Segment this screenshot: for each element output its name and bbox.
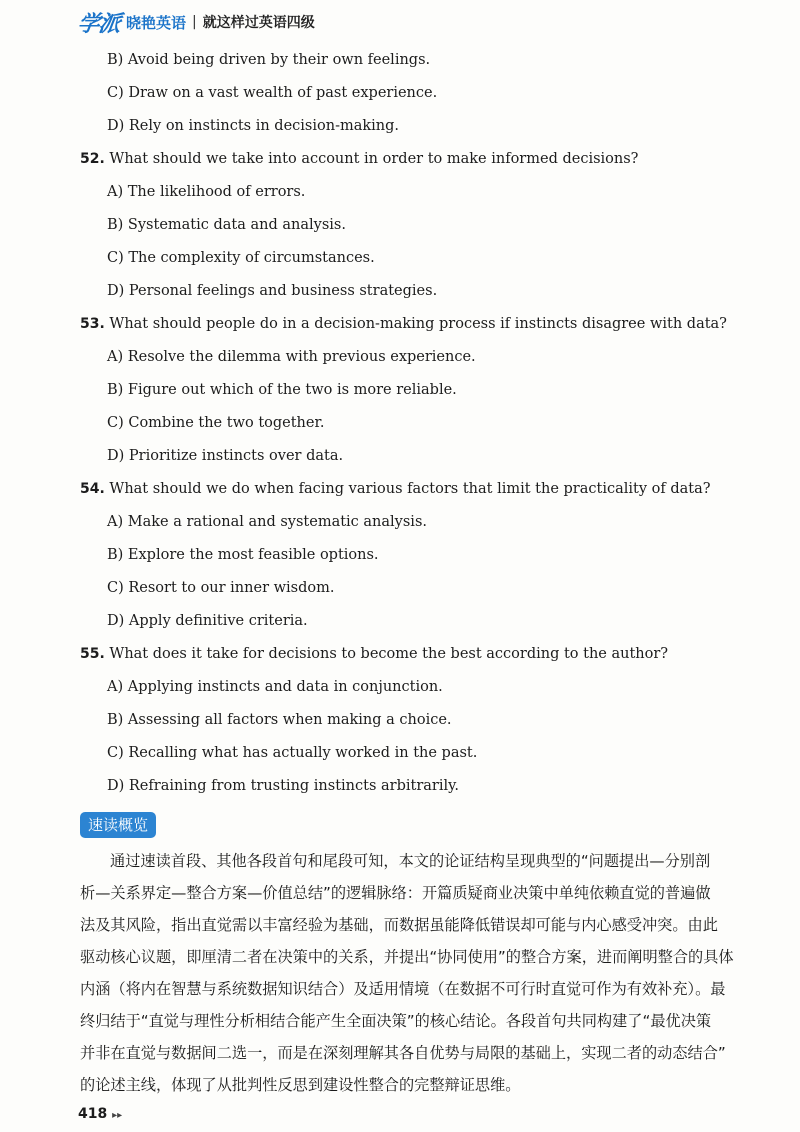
question-53 xyxy=(80,314,727,334)
question-52 xyxy=(80,149,638,169)
book-title: 就这样过英语四级 xyxy=(202,15,315,31)
option-52-c: C) The complexity of circumstances. xyxy=(107,250,375,266)
option-54-d: D) Apply definitive criteria. xyxy=(107,613,308,629)
option-55-d: D) Refraining from trusting instincts arbitrarily. xyxy=(107,778,459,794)
question-number: 55. xyxy=(80,646,105,662)
summary-line: 驱动核心议题，即厘清二者在决策中的关系，并提出“协同使用”的整合方案，进而阐明整合的具体 xyxy=(80,948,734,966)
option-55-b: B) Assessing all factors when making a choice. xyxy=(107,712,452,728)
brand-logo: 学派 xyxy=(75,11,122,37)
page-number: 418 xyxy=(78,1106,108,1122)
page-number-area xyxy=(78,1106,122,1122)
question-text: What should we do when facing various factors that limit the practicality of data? xyxy=(109,481,711,497)
option-51-c: C) Draw on a vast wealth of past experience. xyxy=(107,85,438,101)
header-separator: | xyxy=(192,14,197,30)
question-number: 53. xyxy=(80,316,105,332)
option-52-b: B) Systematic data and analysis. xyxy=(107,217,346,233)
question-text: What should we take into account in order to make informed decisions? xyxy=(109,151,639,167)
option-53-a: A) Resolve the dilemma with previous experience. xyxy=(107,349,476,365)
option-55-a: A) Applying instincts and data in conjunction. xyxy=(107,679,443,695)
summary-line: 终归结于“直觉与理性分析相结合能产生全面决策”的核心结论。各段首句共同构建了“最优决策 xyxy=(80,1012,712,1030)
question-number: 52. xyxy=(80,151,105,167)
option-51-d: D) Rely on instincts in decision-making. xyxy=(107,118,400,134)
question-text: What does it take for decisions to become the best according to the author? xyxy=(109,646,669,662)
question-55 xyxy=(80,644,668,664)
page-marker-icon: ▸▸ xyxy=(112,1110,123,1121)
page-header xyxy=(75,8,315,37)
option-52-a: A) The likelihood of errors. xyxy=(107,184,306,200)
option-53-d: D) Prioritize instincts over data. xyxy=(107,448,344,464)
summary-line: 的论述主线，体现了从批判性反思到建设性整合的完整辩证思维。 xyxy=(80,1076,521,1094)
option-54-a: A) Make a rational and systematic analysis. xyxy=(107,514,427,530)
question-text: What should people do in a decision-making process if instincts disagree with data? xyxy=(109,316,727,332)
question-number: 54. xyxy=(80,481,105,497)
option-52-d: D) Personal feelings and business strategies. xyxy=(107,283,438,299)
option-54-b: B) Explore the most feasible options. xyxy=(107,547,379,563)
question-54 xyxy=(80,479,711,499)
summary-line: 通过速读首段、其他各段首句和尾段可知，本文的论证结构呈现典型的“问题提出—分别剖 xyxy=(110,852,711,870)
brand-name: 晓艳英语 xyxy=(126,13,187,32)
option-53-b: B) Figure out which of the two is more reliable. xyxy=(107,382,457,398)
summary-line: 并非在直觉与数据间二选一，而是在深刻理解其各自优势与局限的基础上，实现二者的动态结合” xyxy=(80,1044,726,1062)
option-53-c: C) Combine the two together. xyxy=(107,415,325,431)
option-55-c: C) Recalling what has actually worked in the past. xyxy=(107,745,478,761)
summary-line: 内涵（将内在智慧与系统数据知识结合）及适用情境（在数据不可行时直觉可作为有效补充）。最 xyxy=(80,980,726,998)
option-51-b: B) Avoid being driven by their own feelings. xyxy=(107,52,431,68)
summary-line: 法及其风险，指出直觉需以丰富经验为基础，而数据虽能降低错误却可能与内心感受冲突。由此 xyxy=(80,916,718,934)
summary-line: 析—关系界定—整合方案—价值总结”的逻辑脉络：开篇质疑商业决策中单纯依赖直觉的普遍做 xyxy=(80,884,711,902)
section-badge: 速读概览 xyxy=(80,812,156,838)
option-54-c: C) Resort to our inner wisdom. xyxy=(107,580,335,596)
